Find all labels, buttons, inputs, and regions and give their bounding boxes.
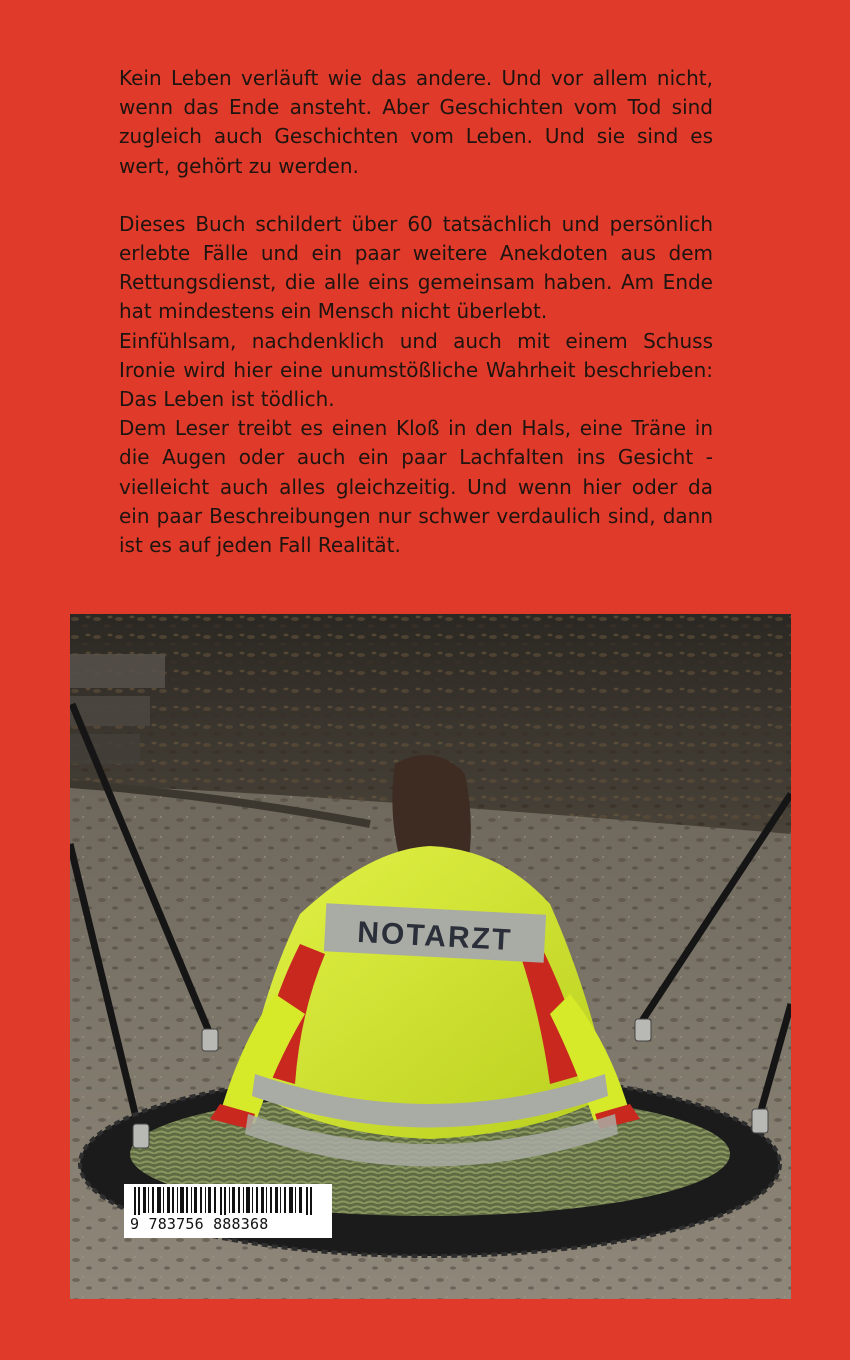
isbn-barcode [124, 1184, 332, 1238]
jacket-label: NOTARZT [356, 915, 514, 958]
barcode-bars [134, 1187, 322, 1217]
blurb-paragraph-1: Kein Leben verläuft wie das andere. Und vor allem nicht, wenn das Ende ansteht. Aber Geschichten vom Tod sind zugleich auch Geschichten vom Leben. Und sie sind es wert, gehört zu werden. [119, 66, 713, 178]
back-cover-blurb [119, 64, 713, 560]
blurb-paragraph-3: Einfühlsam, nachdenklich und auch mit einem Schuss Ironie wird hier eine unumstößliche Wahrheit beschrieben: Das Leben ist tödlich. [119, 328, 713, 412]
isbn-digits: 9 783756 888368 [130, 1215, 328, 1233]
blurb-paragraph-4: Dem Leser treibt es einen Kloß in den Hals, eine Träne in die Augen oder auch ein paar Lachfalten ins Gesicht - vielleicht auch alles gleichzeitig. Und wenn hier oder da ein paar Beschreibungen nur schwer verdaulich sind, dann ist es auf jeden Fall Realität. [119, 416, 713, 558]
blurb-paragraph-2: Dieses Buch schildert über 60 tatsächlich und persönlich erlebte Fälle und ein paar weitere Anekdoten aus dem Rettungsdienst, die alle eins gemeinsam haben. Am Ende hat mindestens ein Mensch nicht überlebt. [119, 211, 713, 324]
